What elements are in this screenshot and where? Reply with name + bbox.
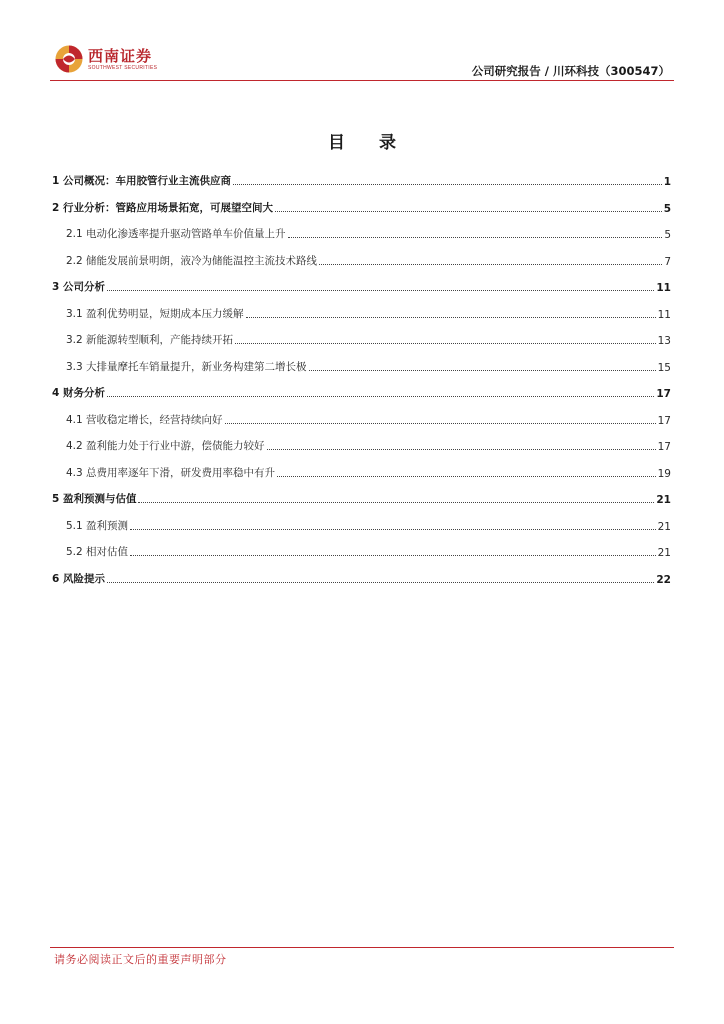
toc-leader-dots xyxy=(275,211,662,212)
footer-divider xyxy=(50,947,674,948)
toc-entry-page: 21 xyxy=(657,521,671,533)
toc-entry[interactable] xyxy=(52,248,671,268)
toc-entry-label: 3.1 盈利优势明显，短期成本压力缓解 xyxy=(66,308,244,320)
toc-leader-dots xyxy=(138,502,654,503)
toc-entry-page: 5 xyxy=(663,203,671,215)
toc-leader-dots xyxy=(233,184,662,185)
logo-name-en: SOUTHWEST SECURITIES xyxy=(88,65,158,71)
toc-entry-label: 2 行业分析：管路应用场景拓宽，可展望空间大 xyxy=(52,202,273,214)
toc-entry[interactable] xyxy=(52,168,671,188)
toc-entry-page: 1 xyxy=(663,176,671,188)
toc-leader-dots xyxy=(107,396,654,397)
toc-entry[interactable] xyxy=(52,327,671,347)
toc-entry-page: 15 xyxy=(657,362,671,374)
toc-entry[interactable] xyxy=(52,354,671,374)
toc-leader-dots xyxy=(130,555,656,556)
toc-leader-dots xyxy=(107,290,654,291)
logo-emblem-icon xyxy=(54,44,84,74)
toc-entry-page: 5 xyxy=(664,229,671,241)
toc-entry-page: 13 xyxy=(657,335,671,347)
report-header-label: 公司研究报告 / 川环科技（300547） xyxy=(471,64,670,78)
footer-disclaimer: 请务必阅读正文后的重要声明部分 xyxy=(54,953,227,966)
toc-entry-label: 6 风险提示 xyxy=(52,573,105,585)
toc-entry-label: 4 财务分析 xyxy=(52,387,105,399)
toc-leader-dots xyxy=(267,449,656,450)
toc-leader-dots xyxy=(246,317,656,318)
toc-entry[interactable] xyxy=(52,221,671,241)
header-divider xyxy=(50,80,674,81)
toc-entry[interactable] xyxy=(52,407,671,427)
toc-entry-label: 2.2 储能发展前景明朗，液冷为储能温控主流技术路线 xyxy=(66,255,318,267)
toc-entry-page: 11 xyxy=(657,309,671,321)
toc-entry[interactable] xyxy=(52,486,671,506)
toc-entry-page: 11 xyxy=(656,282,671,294)
toc-entry-page: 17 xyxy=(656,388,671,400)
toc-entry[interactable] xyxy=(52,301,671,321)
toc-entry-label: 5.1 盈利预测 xyxy=(66,520,129,532)
toc-entry[interactable] xyxy=(52,274,671,294)
toc-entry-label: 5 盈利预测与估值 xyxy=(52,493,137,505)
toc-leader-dots xyxy=(288,237,663,238)
toc-entry-page: 21 xyxy=(657,547,671,559)
toc-title: 目 录 xyxy=(328,133,410,153)
toc-entry[interactable] xyxy=(52,460,671,480)
toc-entry-page: 17 xyxy=(657,415,671,427)
toc-entry-label: 1 公司概况：车用胶管行业主流供应商 xyxy=(52,175,231,187)
toc-leader-dots xyxy=(235,343,656,344)
toc-entry-label: 3.2 新能源转型顺利，产能持续开拓 xyxy=(66,334,234,346)
toc-leader-dots xyxy=(225,423,656,424)
company-logo xyxy=(54,44,174,76)
toc-entry-page: 17 xyxy=(657,441,671,453)
toc-entry-label: 5.2 相对估值 xyxy=(66,546,129,558)
toc-entry-label: 4.3 总费用率逐年下滑，研发费用率稳中有升 xyxy=(66,467,276,479)
toc-entry[interactable] xyxy=(52,566,671,586)
toc-entry-page: 19 xyxy=(657,468,671,480)
toc-entry-label: 3.3 大排量摩托车销量提升，新业务构建第二增长极 xyxy=(66,361,307,373)
toc-entry-label: 4.2 盈利能力处于行业中游，偿债能力较好 xyxy=(66,440,265,452)
toc-leader-dots xyxy=(107,582,654,583)
toc-entry-label: 2.1 电动化渗透率提升驱动管路单车价值量上升 xyxy=(66,228,286,240)
toc-entry[interactable] xyxy=(52,380,671,400)
toc-entry-page: 7 xyxy=(664,256,671,268)
toc-entry[interactable] xyxy=(52,433,671,453)
toc-leader-dots xyxy=(309,370,656,371)
toc-entry-label: 4.1 营收稳定增长，经营持续向好 xyxy=(66,414,223,426)
toc-entry-label: 3 公司分析 xyxy=(52,281,105,293)
toc-entry[interactable] xyxy=(52,195,671,215)
toc-entry[interactable] xyxy=(52,513,671,533)
toc-entry[interactable] xyxy=(52,539,671,559)
toc-leader-dots xyxy=(319,264,662,265)
toc-entry-page: 22 xyxy=(656,574,671,586)
logo-name-cn: 西南证券 xyxy=(88,47,153,65)
toc-entry-page: 21 xyxy=(656,494,671,506)
toc-leader-dots xyxy=(130,529,656,530)
toc-leader-dots xyxy=(277,476,656,477)
